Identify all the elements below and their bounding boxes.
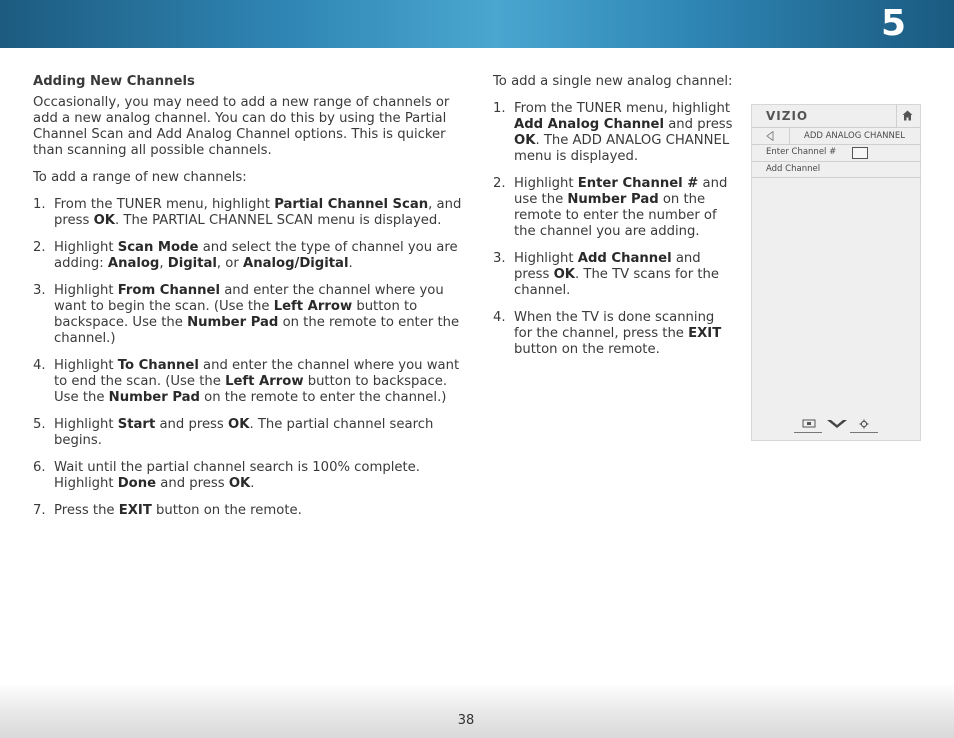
wide-underline xyxy=(794,432,822,433)
step-keyword: OK xyxy=(553,267,575,282)
step-text: Press the xyxy=(54,503,119,518)
list-item xyxy=(33,240,465,272)
step-number: 3. xyxy=(493,251,506,266)
step-number: 5. xyxy=(33,417,46,432)
step-text: Highlight xyxy=(514,176,578,191)
step-keyword: Start xyxy=(117,417,156,432)
chapter-number: 5 xyxy=(880,3,906,44)
single-steps-list xyxy=(493,101,733,358)
step-keyword: Number Pad xyxy=(567,192,659,207)
step-text: button to backspace. Use the xyxy=(54,299,418,330)
step-keyword: Enter Channel # xyxy=(577,176,699,191)
settings-icon[interactable] xyxy=(859,419,869,429)
range-steps-list xyxy=(33,197,465,519)
tv-back-button[interactable] xyxy=(752,128,790,144)
step-text: and enter the channel where you want to end the scan. (Use the xyxy=(54,358,460,389)
step-number: 1. xyxy=(493,101,506,116)
list-item xyxy=(493,310,733,358)
section-heading: Adding New Channels xyxy=(33,74,195,89)
step-text: button to backspace. Use the xyxy=(54,374,448,405)
channel-number-field[interactable] xyxy=(852,147,868,159)
step-text: on the remote to enter the number of the channel you are adding. xyxy=(514,192,717,239)
list-item xyxy=(33,197,465,229)
step-keyword: Analog xyxy=(107,256,160,271)
home-icon xyxy=(902,110,913,121)
step-keyword: Scan Mode xyxy=(117,240,199,255)
step-number: 4. xyxy=(33,358,46,373)
step-number: 1. xyxy=(33,197,46,212)
step-text: Wait until the partial channel search is 100% complete. Highlight xyxy=(54,460,420,491)
step-text: Highlight xyxy=(54,240,118,255)
list-item xyxy=(493,251,733,299)
list-item xyxy=(493,101,733,165)
middle-column xyxy=(493,74,733,369)
step-number: 7. xyxy=(33,503,46,518)
vizio-v-icon[interactable] xyxy=(826,419,848,429)
step-text: , or xyxy=(216,256,243,271)
step-keyword: Done xyxy=(117,476,157,491)
list-item xyxy=(33,503,465,519)
list-item xyxy=(33,417,465,449)
step-keyword: Left Arrow xyxy=(273,299,353,314)
step-text: and press xyxy=(514,251,701,282)
list-item xyxy=(33,460,465,492)
chapter-header-bar xyxy=(0,0,954,48)
tv-menu-illustration xyxy=(751,104,921,441)
step-text: and press xyxy=(155,417,228,432)
left-column xyxy=(33,74,465,530)
step-keyword: Left Arrow xyxy=(225,374,304,389)
step-text: , and press xyxy=(54,197,462,228)
range-lead: To add a range of new channels: xyxy=(33,170,247,185)
settings-underline xyxy=(850,432,878,433)
page-footer xyxy=(0,683,954,738)
tv-menu-item-label: Add Channel xyxy=(766,164,821,174)
tv-menu-title: ADD ANALOG CHANNEL xyxy=(804,131,905,141)
step-keyword: To Channel xyxy=(117,358,199,373)
step-text: button on the remote. xyxy=(514,342,660,357)
step-text: on the remote to enter the channel.) xyxy=(54,315,460,346)
tv-menu-top-bar xyxy=(752,105,897,128)
step-text: Highlight xyxy=(54,358,118,373)
step-keyword: From Channel xyxy=(117,283,221,298)
step-keyword: Analog/Digital xyxy=(243,256,349,271)
single-channel-lead: To add a single new analog channel: xyxy=(493,74,733,89)
tv-menu-title-row xyxy=(752,128,921,145)
step-text: and enter the channel where you want to begin the scan. (Use the xyxy=(54,283,444,314)
step-text: button on the remote. xyxy=(151,503,302,518)
step-number: 2. xyxy=(493,176,506,191)
page-number: 38 xyxy=(457,713,475,728)
tv-menu-item-label: Enter Channel # xyxy=(766,147,837,157)
list-item xyxy=(33,358,465,406)
tv-home-button[interactable] xyxy=(895,105,920,128)
intro-paragraph: Occasionally, you may need to add a new range of channels or add a new analog channel. You can do this by using the Partial Channel Scan and Add Analog Channel options. This is quicker than scanning all possible channels. xyxy=(33,95,450,158)
list-item xyxy=(493,176,733,240)
step-number: 2. xyxy=(33,240,46,255)
step-keyword: Add Analog Channel xyxy=(514,117,664,132)
list-item xyxy=(33,283,465,347)
step-text: and select the type of channel you are adding: xyxy=(54,240,458,271)
step-text: Highlight xyxy=(514,251,578,266)
step-keyword: Add Channel xyxy=(577,251,672,266)
step-keyword: Number Pad xyxy=(108,390,200,405)
step-text: . xyxy=(348,256,353,271)
step-keyword: EXIT xyxy=(688,326,722,341)
back-arrow-icon xyxy=(766,131,774,141)
step-text: . The ADD ANALOG CHANNEL menu is displayed. xyxy=(514,133,730,164)
step-text: . The TV scans for the channel. xyxy=(514,267,719,298)
step-keyword: OK xyxy=(514,133,536,148)
step-keyword: OK xyxy=(228,417,250,432)
tv-menu-bottom-icons xyxy=(794,419,884,433)
step-keyword: Number Pad xyxy=(187,315,279,330)
step-text: and use the xyxy=(514,176,728,207)
step-text: From the TUNER menu, highlight xyxy=(514,101,730,116)
tv-menu-item-enter-channel[interactable] xyxy=(752,145,921,162)
step-text: Highlight xyxy=(54,283,118,298)
step-text: Highlight xyxy=(54,417,118,432)
step-keyword: Partial Channel Scan xyxy=(274,197,429,212)
wide-icon[interactable] xyxy=(802,419,816,429)
step-keyword: OK xyxy=(228,476,251,491)
step-text: From the TUNER menu, highlight xyxy=(54,197,275,212)
step-text: and press xyxy=(664,117,733,132)
step-text: . The partial channel search begins. xyxy=(54,417,434,448)
step-text: When the TV is done scanning for the channel, press the xyxy=(514,310,715,341)
step-keyword: Digital xyxy=(167,256,217,271)
step-text: . The PARTIAL CHANNEL SCAN menu is displayed. xyxy=(115,213,442,228)
step-text: . xyxy=(250,476,255,491)
step-text: , xyxy=(159,256,168,271)
step-text: and press xyxy=(156,476,229,491)
step-number: 4. xyxy=(493,310,506,325)
step-keyword: EXIT xyxy=(118,503,152,518)
vizio-logo: VIZIO xyxy=(766,109,809,123)
tv-menu-item-add-channel[interactable] xyxy=(752,162,921,178)
step-number: 3. xyxy=(33,283,46,298)
step-keyword: OK xyxy=(93,213,115,228)
step-number: 6. xyxy=(33,460,46,475)
step-text: on the remote to enter the channel.) xyxy=(199,390,447,405)
